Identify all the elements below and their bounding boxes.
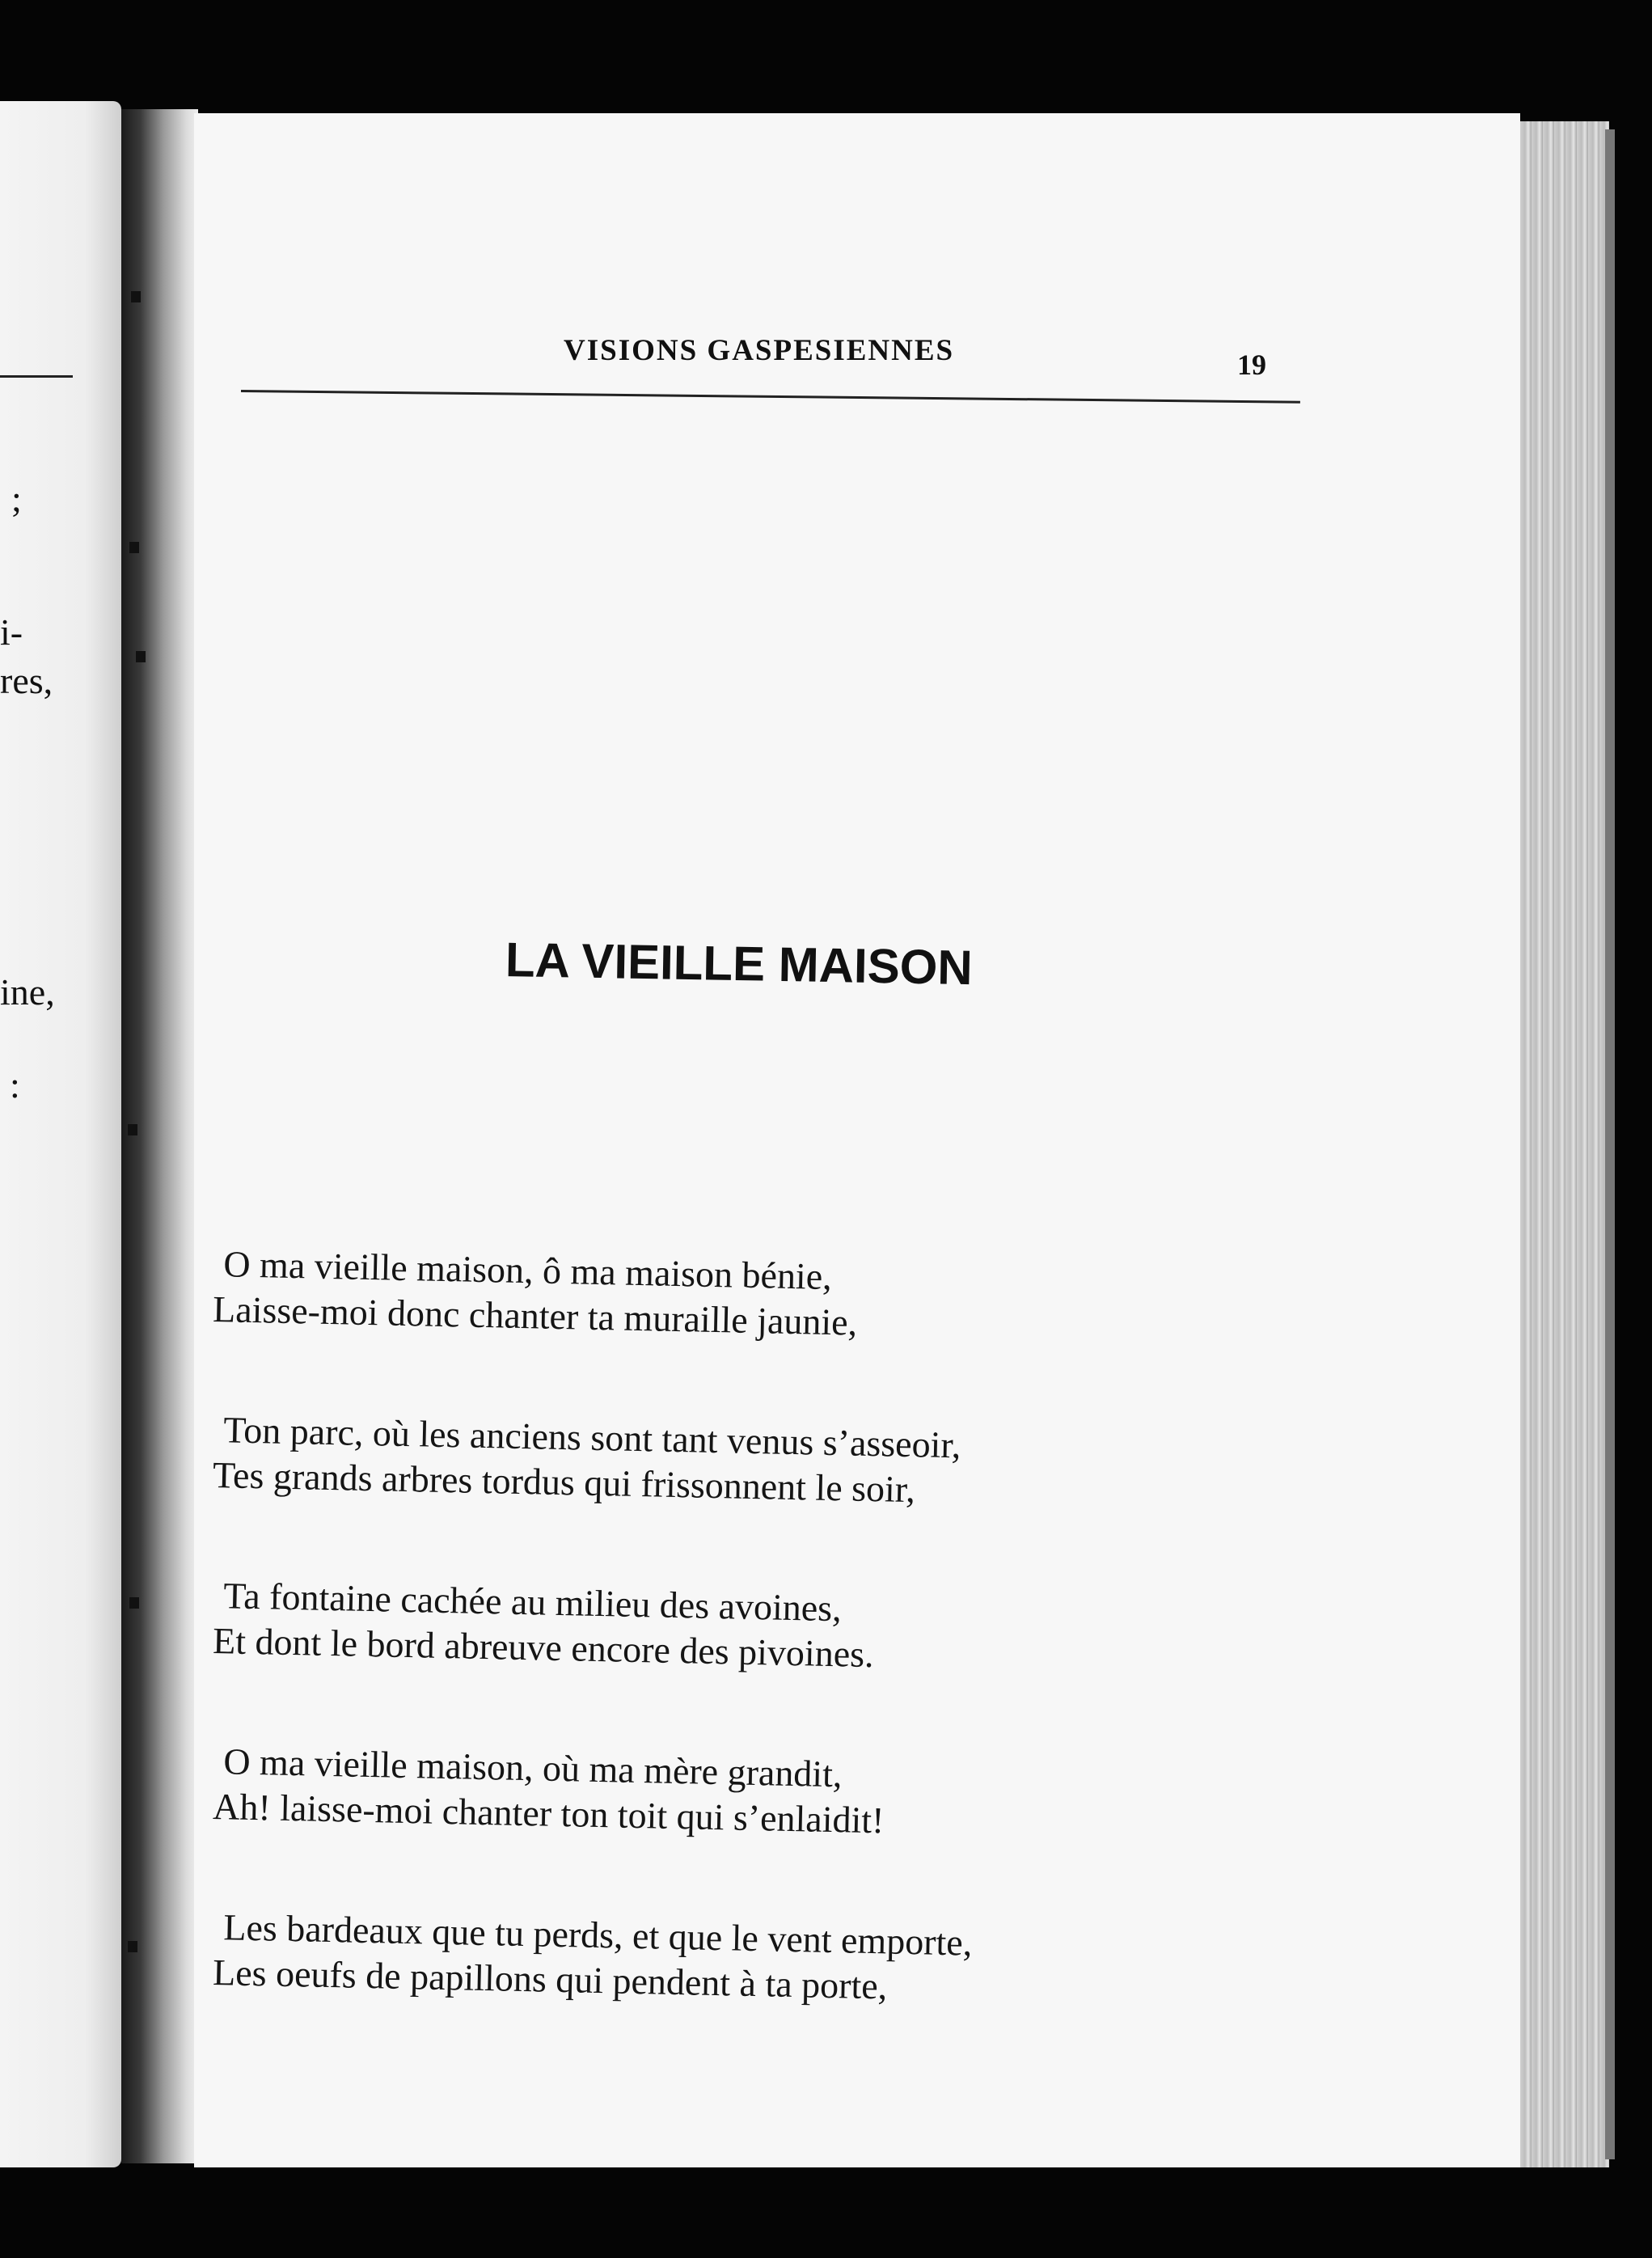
book-gutter bbox=[121, 109, 198, 2163]
verse-line: Les oeufs de papillons qui pendent à ta porte, bbox=[212, 1951, 888, 2007]
previous-page bbox=[0, 101, 121, 2167]
previous-page-fragment: ine, bbox=[0, 971, 55, 1013]
stanza bbox=[213, 1407, 1185, 1518]
stanza bbox=[213, 1241, 1185, 1352]
running-title: VISIONS GASPESIENNES bbox=[564, 334, 955, 367]
verse-line: O ma vieille maison, où ma mère grandit, bbox=[222, 1740, 843, 1795]
previous-page-header-rule bbox=[0, 375, 73, 378]
verse-line: O ma vieille maison, ô ma maison bénie, bbox=[222, 1243, 833, 1297]
page-block-shadow bbox=[1605, 129, 1615, 2159]
binding-thread-mark bbox=[131, 291, 141, 302]
poem-title: LA VIEILLE MAISON bbox=[505, 932, 974, 996]
binding-thread-mark bbox=[128, 1941, 137, 1952]
verse-line: Ah! laisse-moi chanter ton toit qui s’enlaidit! bbox=[212, 1785, 885, 1841]
header-rule bbox=[241, 390, 1300, 404]
page bbox=[194, 113, 1520, 2167]
previous-page-fragment: i- bbox=[0, 611, 23, 653]
stanza bbox=[213, 1739, 1185, 1850]
binding-thread-mark bbox=[128, 1124, 137, 1135]
page-block-edge bbox=[1520, 121, 1609, 2167]
verse-line: Laisse-moi donc chanter ta muraille jaunie, bbox=[212, 1288, 858, 1343]
verse-line: Ton parc, où les anciens sont tant venus s’asseoir, bbox=[222, 1409, 961, 1466]
binding-thread-mark bbox=[129, 1597, 139, 1609]
binding-thread-mark bbox=[129, 542, 139, 553]
verse-line: Ta fontaine cachée au milieu des avoines, bbox=[222, 1575, 843, 1630]
previous-page-fragment: : bbox=[10, 1064, 20, 1106]
stanza bbox=[213, 1573, 1185, 1684]
verse-line: Et dont le bord abreuve encore des pivoines. bbox=[212, 1619, 875, 1676]
previous-page-fragment: ; bbox=[11, 478, 22, 519]
verse-line: Tes grands arbres tordus qui frissonnent le soir, bbox=[212, 1453, 916, 1511]
page-number: 19 bbox=[1237, 349, 1266, 381]
previous-page-fragment: res, bbox=[0, 660, 53, 701]
stanza bbox=[213, 1905, 1185, 2015]
binding-thread-mark bbox=[136, 651, 146, 662]
verse-line: Les bardeaux que tu perds, et que le vent emporte, bbox=[222, 1906, 973, 1964]
